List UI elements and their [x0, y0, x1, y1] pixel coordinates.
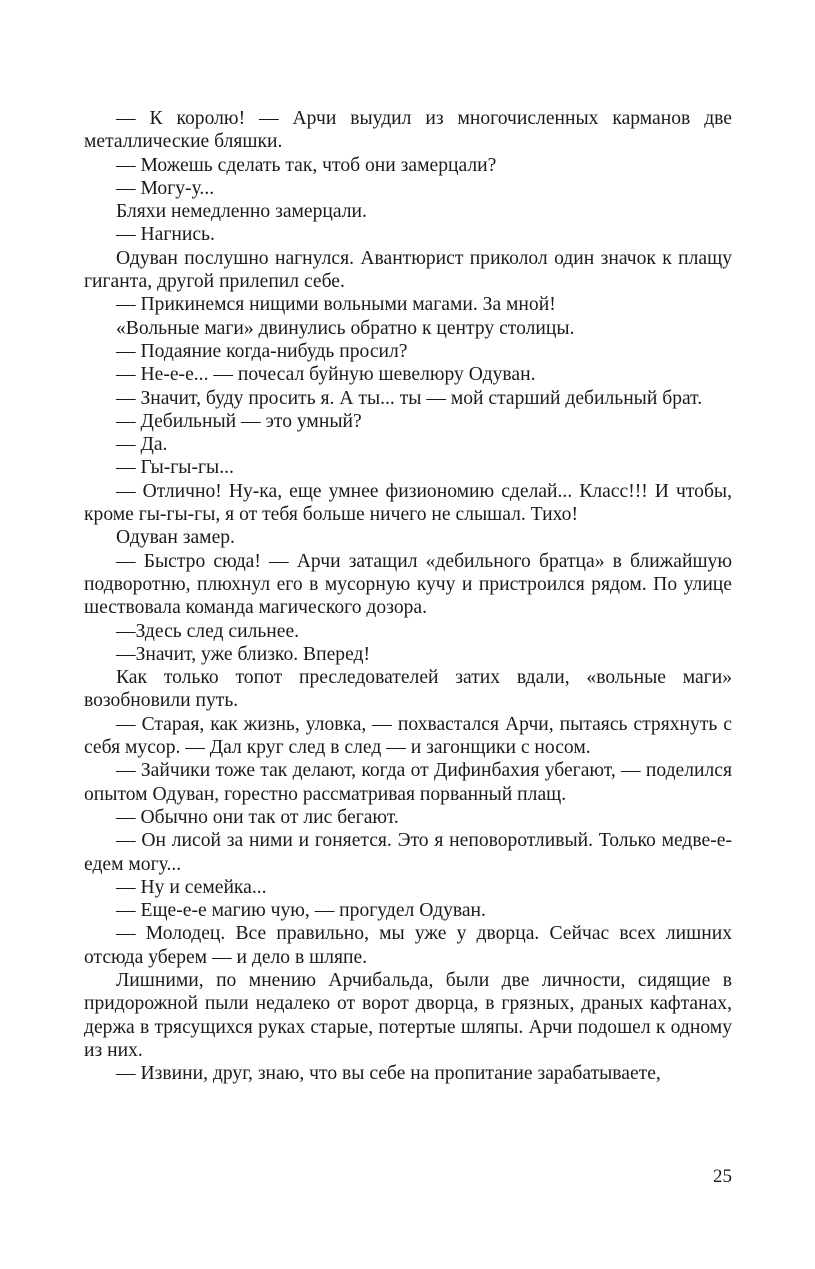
paragraph: «Вольные маги» двинулись обратно к центру столицы. [116, 317, 575, 339]
paragraph: — Молодец. Все правильно, мы уже у дворца. Сейчас всех лишних отсюда уберем — и дело в шляпе. [84, 923, 732, 968]
paragraph: — Нагнись. [116, 224, 215, 246]
page-body [84, 107, 732, 1085]
paragraph: — Старая, как жизнь, уловка, — похвастался Арчи, пытаясь стряхнуть с себя мусор. — Дал круг след в след — и загонщики с носом. [84, 713, 732, 759]
paragraph: — Прикинемся нищими вольными магами. За мной! [116, 294, 556, 316]
paragraph: — Дебильный — это умный? [116, 410, 362, 432]
paragraph: Одуван послушно нагнулся. Авантюрист приколол один значок к плащу гиганта, другой прилепил себе. [84, 247, 732, 293]
paragraph: — Отлично! Ну-ка, еще умнее физиономию сделай... Класс!!! И чтобы, кроме гы-гы-гы, я от тебя больше ничего не слышал. Тихо! [84, 480, 732, 526]
paragraph: — Обычно они так от лис бегают. [116, 806, 399, 828]
paragraph: — Могу-у... [116, 177, 215, 199]
paragraph: Как только топот преследователей затих вдали, «вольные маги» возобновили путь. [84, 667, 732, 712]
paragraph: — Не-е-е... — почесал буйную шевелюру Одуван. [116, 364, 536, 386]
paragraph: — Зайчики тоже так делают, когда от Дифинбахия убегают, — поделился опытом Одуван, горестно рассматривая порванный плащ. [84, 760, 732, 805]
paragraph: —Значит, уже близко. Вперед! [116, 643, 371, 665]
paragraph: Одуван замер. [116, 527, 235, 549]
paragraph: — Он лисой за ними и гоняется. Это я неповоротливый. Только медве-е-едем могу... [84, 830, 732, 875]
paragraph: — Гы-гы-гы... [116, 457, 234, 479]
paragraph: — Извини, друг, знаю, что вы себе на пропитание зарабатываете, [116, 1063, 661, 1085]
paragraph: Лишними, по мнению Арчибальда, были две личности, сидящие в придорожной пыли недалеко от ворот дворца, в грязных, драных кафтанах, держа в трясущихся руках старые, потертые шляпы. Арчи подошел к одному из них. [84, 969, 732, 1061]
paragraph: — Подаяние когда-нибудь просил? [116, 340, 408, 362]
paragraph: — Еще-е-е магию чую, — прогудел Одуван. [116, 900, 486, 922]
paragraph: — К королю! — Арчи выудил из многочисленных карманов две металлические бляшки. [84, 108, 732, 153]
page-number: 25 [713, 1166, 732, 1187]
paragraph: Бляхи немедленно замерцали. [116, 201, 367, 223]
paragraph: — Ну и семейка... [116, 876, 267, 898]
paragraph: — Значит, буду просить я. А ты... ты — мой старший дебильный брат. [116, 387, 703, 409]
paragraph: —Здесь след сильнее. [116, 620, 300, 642]
paragraph: — Быстро сюда! — Арчи затащил «дебильного братца» в ближайшую подворотню, плюхнул его в мусорную кучу и пристроился рядом. По улице шествовала команда магического дозора. [84, 550, 732, 619]
paragraph: — Можешь сделать так, чтоб они замерцали? [116, 154, 497, 176]
paragraph: — Да. [116, 434, 168, 456]
